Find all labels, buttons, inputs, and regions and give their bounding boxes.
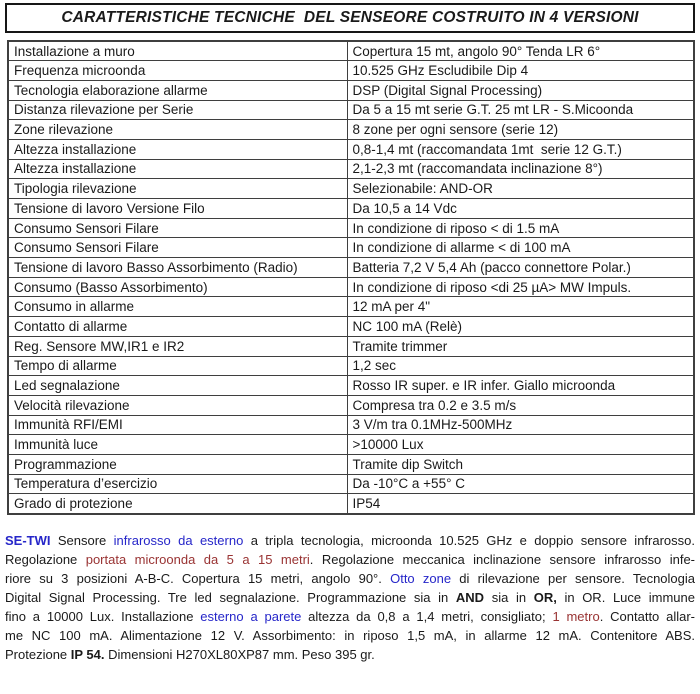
spec-value-cell: Tramite trimmer [347,336,694,356]
text-segment: Protezione [5,646,71,662]
spec-value-cell: Rosso IR super. e IR infer. Giallo microonda [347,376,694,396]
table-row [8,454,694,474]
spec-label-cell: Reg. Sensore MW,IR1 e IR2 [8,336,347,356]
table-row [8,179,694,199]
spec-label-cell: Contatto di allarme [8,317,347,337]
table-row [8,415,694,435]
text-segment: fino a 10000 Lux. Installazione [5,608,201,624]
spec-value-cell: 10.525 GHz Escludibile Dip 4 [347,61,694,81]
table-row [8,199,694,219]
text-segment: Regolazione [5,551,86,567]
spec-label-cell: Tecnologia elaborazione allarme [8,80,347,100]
text-segment: di rilevazione per sensore. Tecnologia [451,570,695,586]
text-segment: OR, [533,589,557,605]
table-row [8,100,694,120]
spec-label-cell: Consumo Sensori Filare [8,218,347,238]
spec-table [7,40,695,515]
spec-value-cell: Batteria 7,2 V 5,4 Ah (pacco connettore Polar.) [347,258,694,278]
text-segment: AND [455,589,485,605]
table-row [8,61,694,81]
spec-value-cell: Da 5 a 15 mt serie G.T. 25 mt LR - S.Micoonda [347,100,694,120]
highlighted-blue-text: Otto zone [390,570,452,586]
description-paragraph [5,531,695,664]
table-row [8,336,694,356]
highlighted-blue-text: esterno a parete [200,608,302,624]
spec-value-cell: Selezionabile: AND-OR [347,179,694,199]
spec-value-cell: Copertura 15 mt, angolo 90° Tenda LR 6° [347,41,694,61]
description-line [5,607,695,626]
highlighted-red-text: portata microonda da 5 a 15 metri [85,551,310,567]
text-segment: sia in [484,589,534,605]
text-segment: altezza da 0,8 a 1,4 metri, consigliato; [301,608,553,624]
spec-label-cell: Installazione a muro [8,41,347,61]
spec-label-cell: Consumo Sensori Filare [8,238,347,258]
spec-label-cell: Programmazione [8,454,347,474]
highlighted-blue-text: SE-TWI [5,532,51,548]
table-row [8,474,694,494]
spec-label-cell: Immunità RFI/EMI [8,415,347,435]
spec-value-cell: In condizione di riposo <di 25 µA> MW Impuls. [347,277,694,297]
spec-label-cell: Altezza installazione [8,159,347,179]
description-line [5,569,695,588]
text-segment: Dimensioni H270XL80XP87 mm. Peso 395 gr. [104,646,375,662]
table-row [8,41,694,61]
spec-value-cell: NC 100 mA (Relè) [347,317,694,337]
spec-label-cell: Frequenza microonda [8,61,347,81]
spec-value-cell: 12 mA per 4" [347,297,694,317]
description-line [5,645,695,664]
spec-value-cell: Da -10°C a +55° C [347,474,694,494]
table-row [8,376,694,396]
spec-table-body [8,41,694,514]
table-row [8,395,694,415]
spec-value-cell: DSP (Digital Signal Processing) [347,80,694,100]
spec-value-cell: 3 V/m tra 0.1MHz-500MHz [347,415,694,435]
spec-label-cell: Velocità rilevazione [8,395,347,415]
description-line [5,550,695,569]
description-line [5,626,695,645]
spec-label-cell: Consumo in allarme [8,297,347,317]
spec-value-cell: Compresa tra 0.2 e 3.5 m/s [347,395,694,415]
spec-value-cell: In condizione di riposo < di 1.5 mA [347,218,694,238]
table-row [8,238,694,258]
spec-label-cell: Grado di protezione [8,494,347,514]
table-row [8,356,694,376]
text-segment: Digital Signal Processing. Tre led segnalazione. Programmazione sia in [5,589,456,605]
spec-value-cell: Da 10,5 a 14 Vdc [347,199,694,219]
table-row [8,435,694,455]
spec-label-cell: Immunità luce [8,435,347,455]
table-row [8,317,694,337]
spec-value-cell: 0,8-1,4 mt (raccomandata 1mt serie 12 G.T.) [347,139,694,159]
text-segment: IP 54. [70,646,105,662]
spec-label-cell: Tipologia rilevazione [8,179,347,199]
table-row [8,159,694,179]
spec-label-cell: Altezza installazione [8,139,347,159]
table-row [8,258,694,278]
text-segment: . Contatto allar- [599,608,695,624]
spec-value-cell: 2,1-2,3 mt (raccomandata inclinazione 8°) [347,159,694,179]
highlighted-red-text: 1 metro [552,608,600,624]
text-segment: me NC 100 mA. Alimentazione 12 V. Assorbimento: in riposo 1,5 mA, in allarme 12 mA. Contenitore ABS. [5,627,695,643]
spec-label-cell: Zone rilevazione [8,120,347,140]
spec-value-cell: >10000 Lux [347,435,694,455]
text-segment: . Regolazione meccanica inclinazione sensore infrarosso infe- [309,551,696,567]
table-row [8,494,694,514]
table-row [8,80,694,100]
spec-value-cell: 1,2 sec [347,356,694,376]
spec-value-cell: IP54 [347,494,694,514]
description-line [5,588,695,607]
spec-label-cell: Led segnalazione [8,376,347,396]
table-row [8,120,694,140]
page-title: CARATTERISTICHE TECNICHE DEL SENSEORE COSTRUITO IN 4 VERSIONI [5,3,695,33]
spec-label-cell: Tensione di lavoro Versione Filo [8,199,347,219]
description-line [5,531,695,550]
spec-label-cell: Consumo (Basso Assorbimento) [8,277,347,297]
text-segment: a tripla tecnologia, microonda 10.525 GHz e doppio sensore infrarosso. [243,532,695,548]
text-segment: in OR. Luce immune [556,589,695,605]
text-segment: Sensore [50,532,114,548]
table-row [8,277,694,297]
spec-label-cell: Tempo di allarme [8,356,347,376]
spec-value-cell: In condizione di allarme < di 100 mA [347,238,694,258]
spec-value-cell: 8 zone per ogni sensore (serie 12) [347,120,694,140]
table-row [8,218,694,238]
spec-label-cell: Distanza rilevazione per Serie [8,100,347,120]
spec-label-cell: Tensione di lavoro Basso Assorbimento (Radio) [8,258,347,278]
spec-value-cell: Tramite dip Switch [347,454,694,474]
spec-label-cell: Temperatura d’esercizio [8,474,347,494]
highlighted-blue-text: infrarosso da esterno [113,532,244,548]
table-row [8,297,694,317]
table-row [8,139,694,159]
text-segment: riore su 3 posizioni A-B-C. Copertura 15 metri, angolo 90°. [5,570,391,586]
